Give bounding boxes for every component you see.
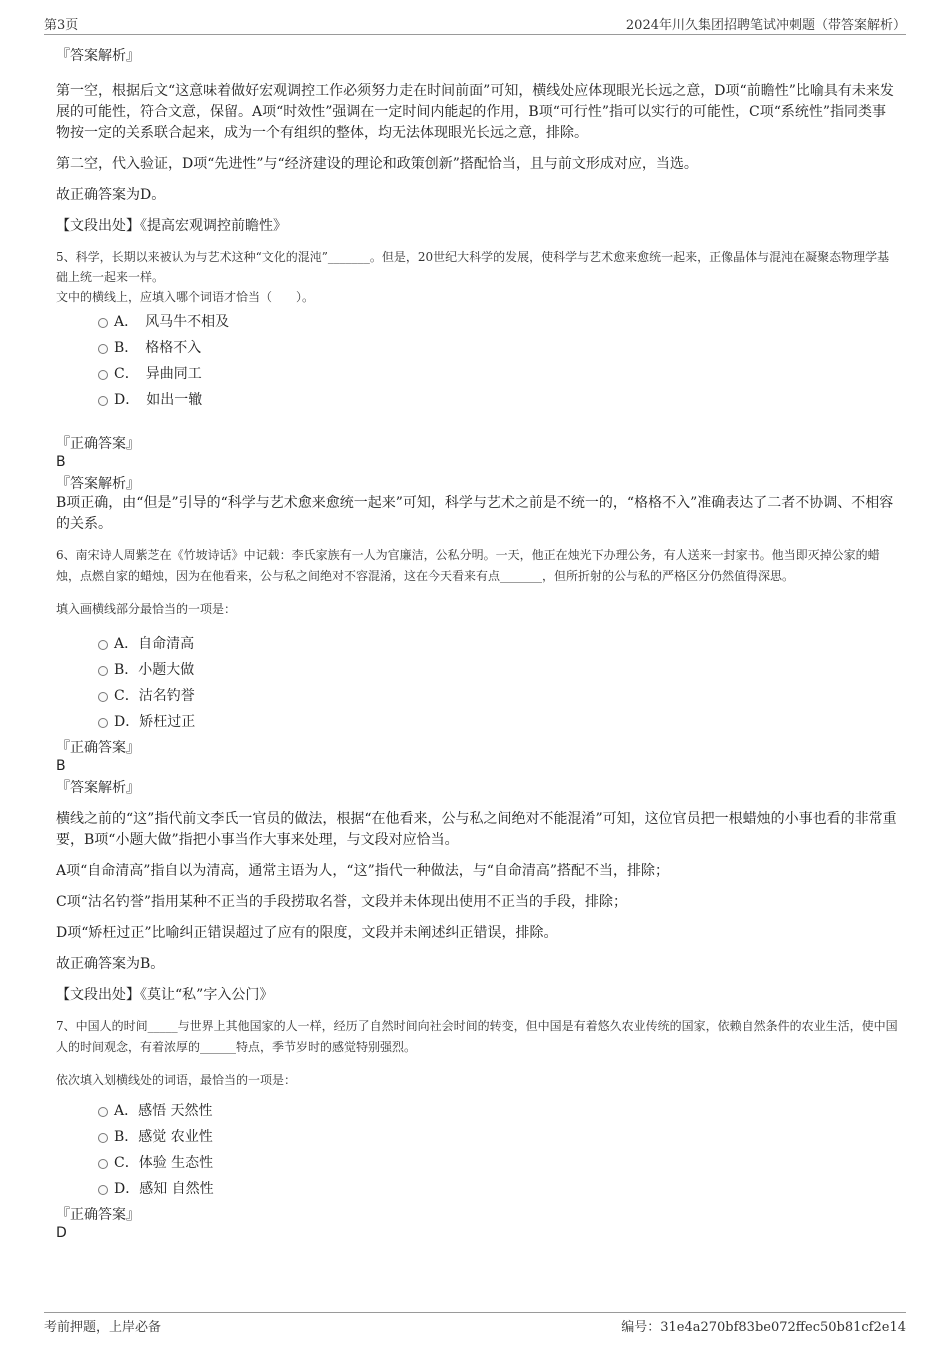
q5-analysis-label: 『答案解析』 <box>56 476 140 492</box>
footer-slogan: 考前押题，上岸必备 <box>44 1320 162 1335</box>
q6-stem: 6、南宋诗人周紫芝在《竹坡诗话》中记载：李氏家族有一人为官廉洁，公私分明。一天，他正在烛光下办理公务，有人送来一封家书。他当即灭掉公家的蜡烛，点燃自家的蜡烛，因为在他看来，公与私之间绝对不容混淆，这在今天看来有点_______，但所折射的公与私的严格区分仍然值得深思。 <box>56 548 880 583</box>
radio-button[interactable] <box>98 718 108 728</box>
q6-options <box>56 633 898 737</box>
q6-option-d[interactable]: D．矫枉过正 <box>56 711 898 737</box>
prev-analysis-paragraph-2: 第二空，代入验证，D项“先进性”与“经济建设的理论和政策创新”搭配恰当，且与前文形成对应，当选。 <box>56 156 698 172</box>
q7-option-a[interactable]: A．感悟 天然性 <box>56 1100 898 1126</box>
radio-button[interactable] <box>98 344 108 354</box>
q5-stem: 5、科学，长期以来被认为与艺术这种“文化的混沌”_______。但是，20世纪大科学的发展，使科学与艺术愈来愈统一起来，正像晶体与混沌在凝聚态物理学基础上统一起来一样。 <box>56 250 890 284</box>
q6-option-a[interactable]: A．自命清高 <box>56 633 898 659</box>
radio-button[interactable] <box>98 370 108 380</box>
radio-button[interactable] <box>98 1107 108 1117</box>
q7-option-d[interactable]: D．感知 自然性 <box>56 1178 898 1204</box>
q5-option-b[interactable]: B． 格格不入 <box>56 337 898 363</box>
q6-analysis-paragraph-5: 故正确答案为B。 <box>56 956 165 972</box>
q6-correct-label: 『正确答案』 <box>56 740 140 756</box>
q5-correct-label: 『正确答案』 <box>56 436 140 452</box>
radio-button[interactable] <box>98 1133 108 1143</box>
q7-correct-label: 『正确答案』 <box>56 1207 140 1223</box>
q5-options <box>56 311 898 415</box>
q7-option-c[interactable]: C．体验 生态性 <box>56 1152 898 1178</box>
q6-analysis-paragraph-1: 横线之前的“这”指代前文李氏一官员的做法，根据“在他看来，公与私之间绝对不能混淆”可知，这位官员把一根蜡烛的小事也看的非常重要，B项“小题大做”指把小事当作大事来处理，与文段对应恰当。 <box>56 811 897 848</box>
page-footer <box>44 1312 906 1336</box>
radio-button[interactable] <box>98 396 108 406</box>
prev-source: 【文段出处】《提高宏观调控前瞻性》 <box>56 218 287 234</box>
q5-option-d[interactable]: D． 如出一辙 <box>56 389 898 415</box>
document-title: 2024年川久集团招聘笔试冲刺题（带答案解析） <box>625 18 906 33</box>
q6-analysis-label: 『答案解析』 <box>56 780 140 796</box>
q6-source: 【文段出处】《莫让“私”字入公门》 <box>56 987 274 1003</box>
q7-option-b[interactable]: B．感觉 农业性 <box>56 1126 898 1152</box>
radio-button[interactable] <box>98 640 108 650</box>
q5-analysis: B项正确，由“但是”引导的“科学与艺术愈来愈统一起来”可知，科学与艺术之前是不统一的，“格格不入”准确表达了二者不协调、不相容的关系。 <box>56 495 894 532</box>
prev-analysis-paragraph-1: 第一空，根据后文“这意味着做好宏观调控工作必须努力走在时间前面”可知，横线处应体现眼光长远之意，D项“前瞻性”比喻具有未来发展的可能性，符合文意，保留。A项“时效性”强调在一定时间内能起的作用，B项“可行性”指可以实行的可能性，C项“系统性”指同类事物按一定的关系联合起来，成为一个有组织的整体，均无法体现眼光长远之意，排除。 <box>56 83 894 141</box>
q6-analysis-paragraph-3: C项“沽名钓誉”指用某种不正当的手段捞取名誉，文段并未体现出使用不正当的手段，排除； <box>56 894 628 910</box>
q6-option-c[interactable]: C．沽名钓誉 <box>56 685 898 711</box>
page-header <box>44 14 906 35</box>
q6-option-b[interactable]: B．小题大做 <box>56 659 898 685</box>
q6-analysis-paragraph-4: D项“矫枉过正”比喻纠正错误超过了应有的限度，文段并未阐述纠正错误，排除。 <box>56 925 558 941</box>
prev-analysis-label: 『答案解析』 <box>56 48 140 64</box>
q7-correct-answer: D <box>56 1225 67 1241</box>
q5-correct-answer: B <box>56 454 66 470</box>
q5-prompt: 文中的横线上，应填入哪个词语才恰当（ ）。 <box>56 290 315 304</box>
q6-prompt: 填入画横线部分最恰当的一项是： <box>56 602 237 616</box>
q6-correct-answer: B <box>56 758 66 774</box>
q7-stem: 7、中国人的时间_____与世界上其他国家的人一样，经历了自然时间向社会时间的转变，但中国是有着悠久农业传统的国家，依赖自然条件的农业生活，使中国人的时间观念，有着浓厚的______特点，季节岁时的感觉特别强烈。 <box>56 1019 898 1054</box>
document-body <box>56 44 898 1242</box>
radio-button[interactable] <box>98 1159 108 1169</box>
prev-analysis-paragraph-3: 故正确答案为D。 <box>56 187 166 203</box>
radio-button[interactable] <box>98 1185 108 1195</box>
radio-button[interactable] <box>98 318 108 328</box>
q7-prompt: 依次填入划横线处的词语，最恰当的一项是： <box>56 1073 297 1087</box>
document-id: 编号：31e4a270bf83be072ffec50b81cf2e14 <box>621 1320 906 1335</box>
q5-option-c[interactable]: C． 异曲同工 <box>56 363 898 389</box>
q6-analysis-paragraph-2: A项“自命清高”指自以为清高，通常主语为人，“这”指代一种做法，与“自命清高”搭配不当，排除； <box>56 863 670 879</box>
page-number: 第3页 <box>44 18 79 33</box>
radio-button[interactable] <box>98 692 108 702</box>
radio-button[interactable] <box>98 666 108 676</box>
q5-option-a[interactable]: A． 风马牛不相及 <box>56 311 898 337</box>
q7-options <box>56 1100 898 1204</box>
